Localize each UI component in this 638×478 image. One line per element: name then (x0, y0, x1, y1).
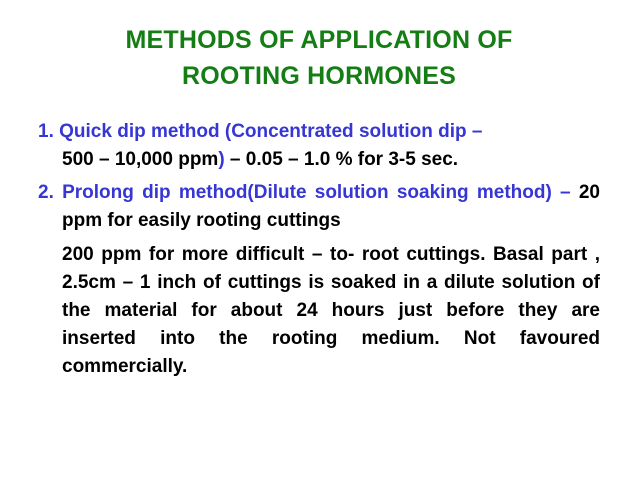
slide-title (40, 22, 598, 94)
item-1-detail-close: ) (218, 149, 225, 170)
item-2-detail-b: 20 ppm for easily rooting cuttings (62, 182, 600, 231)
item-1-detail-a: 500 – 10,000 ppm (62, 149, 219, 170)
detail-paragraph: 200 ppm for more difficult – to- root cuttings. Basal part , 2.5cm – 1 inch of cuttings is soaked in a dilute solution of the material for about 24 hours just before they are inserted into the rooting medium. Not favoured commercially. (62, 244, 600, 377)
item-1-detail-b: – 0.05 – 1.0 % for 3-5 sec. (224, 149, 459, 170)
title-line-2: ROOTING HORMONES (181, 62, 457, 90)
list-item-1 (38, 118, 600, 174)
title-line-1: METHODS OF APPLICATION OF (125, 26, 513, 54)
item-2-number: 2. (38, 182, 54, 203)
slide-body (38, 118, 600, 381)
item-2-heading: Prolong dip method(Dilute solution soaking method) – (62, 182, 571, 203)
item-1-heading: Quick dip method (Concentrated solution dip – (59, 121, 483, 142)
list-item-2 (38, 179, 600, 235)
item-1-number: 1. (38, 121, 54, 142)
